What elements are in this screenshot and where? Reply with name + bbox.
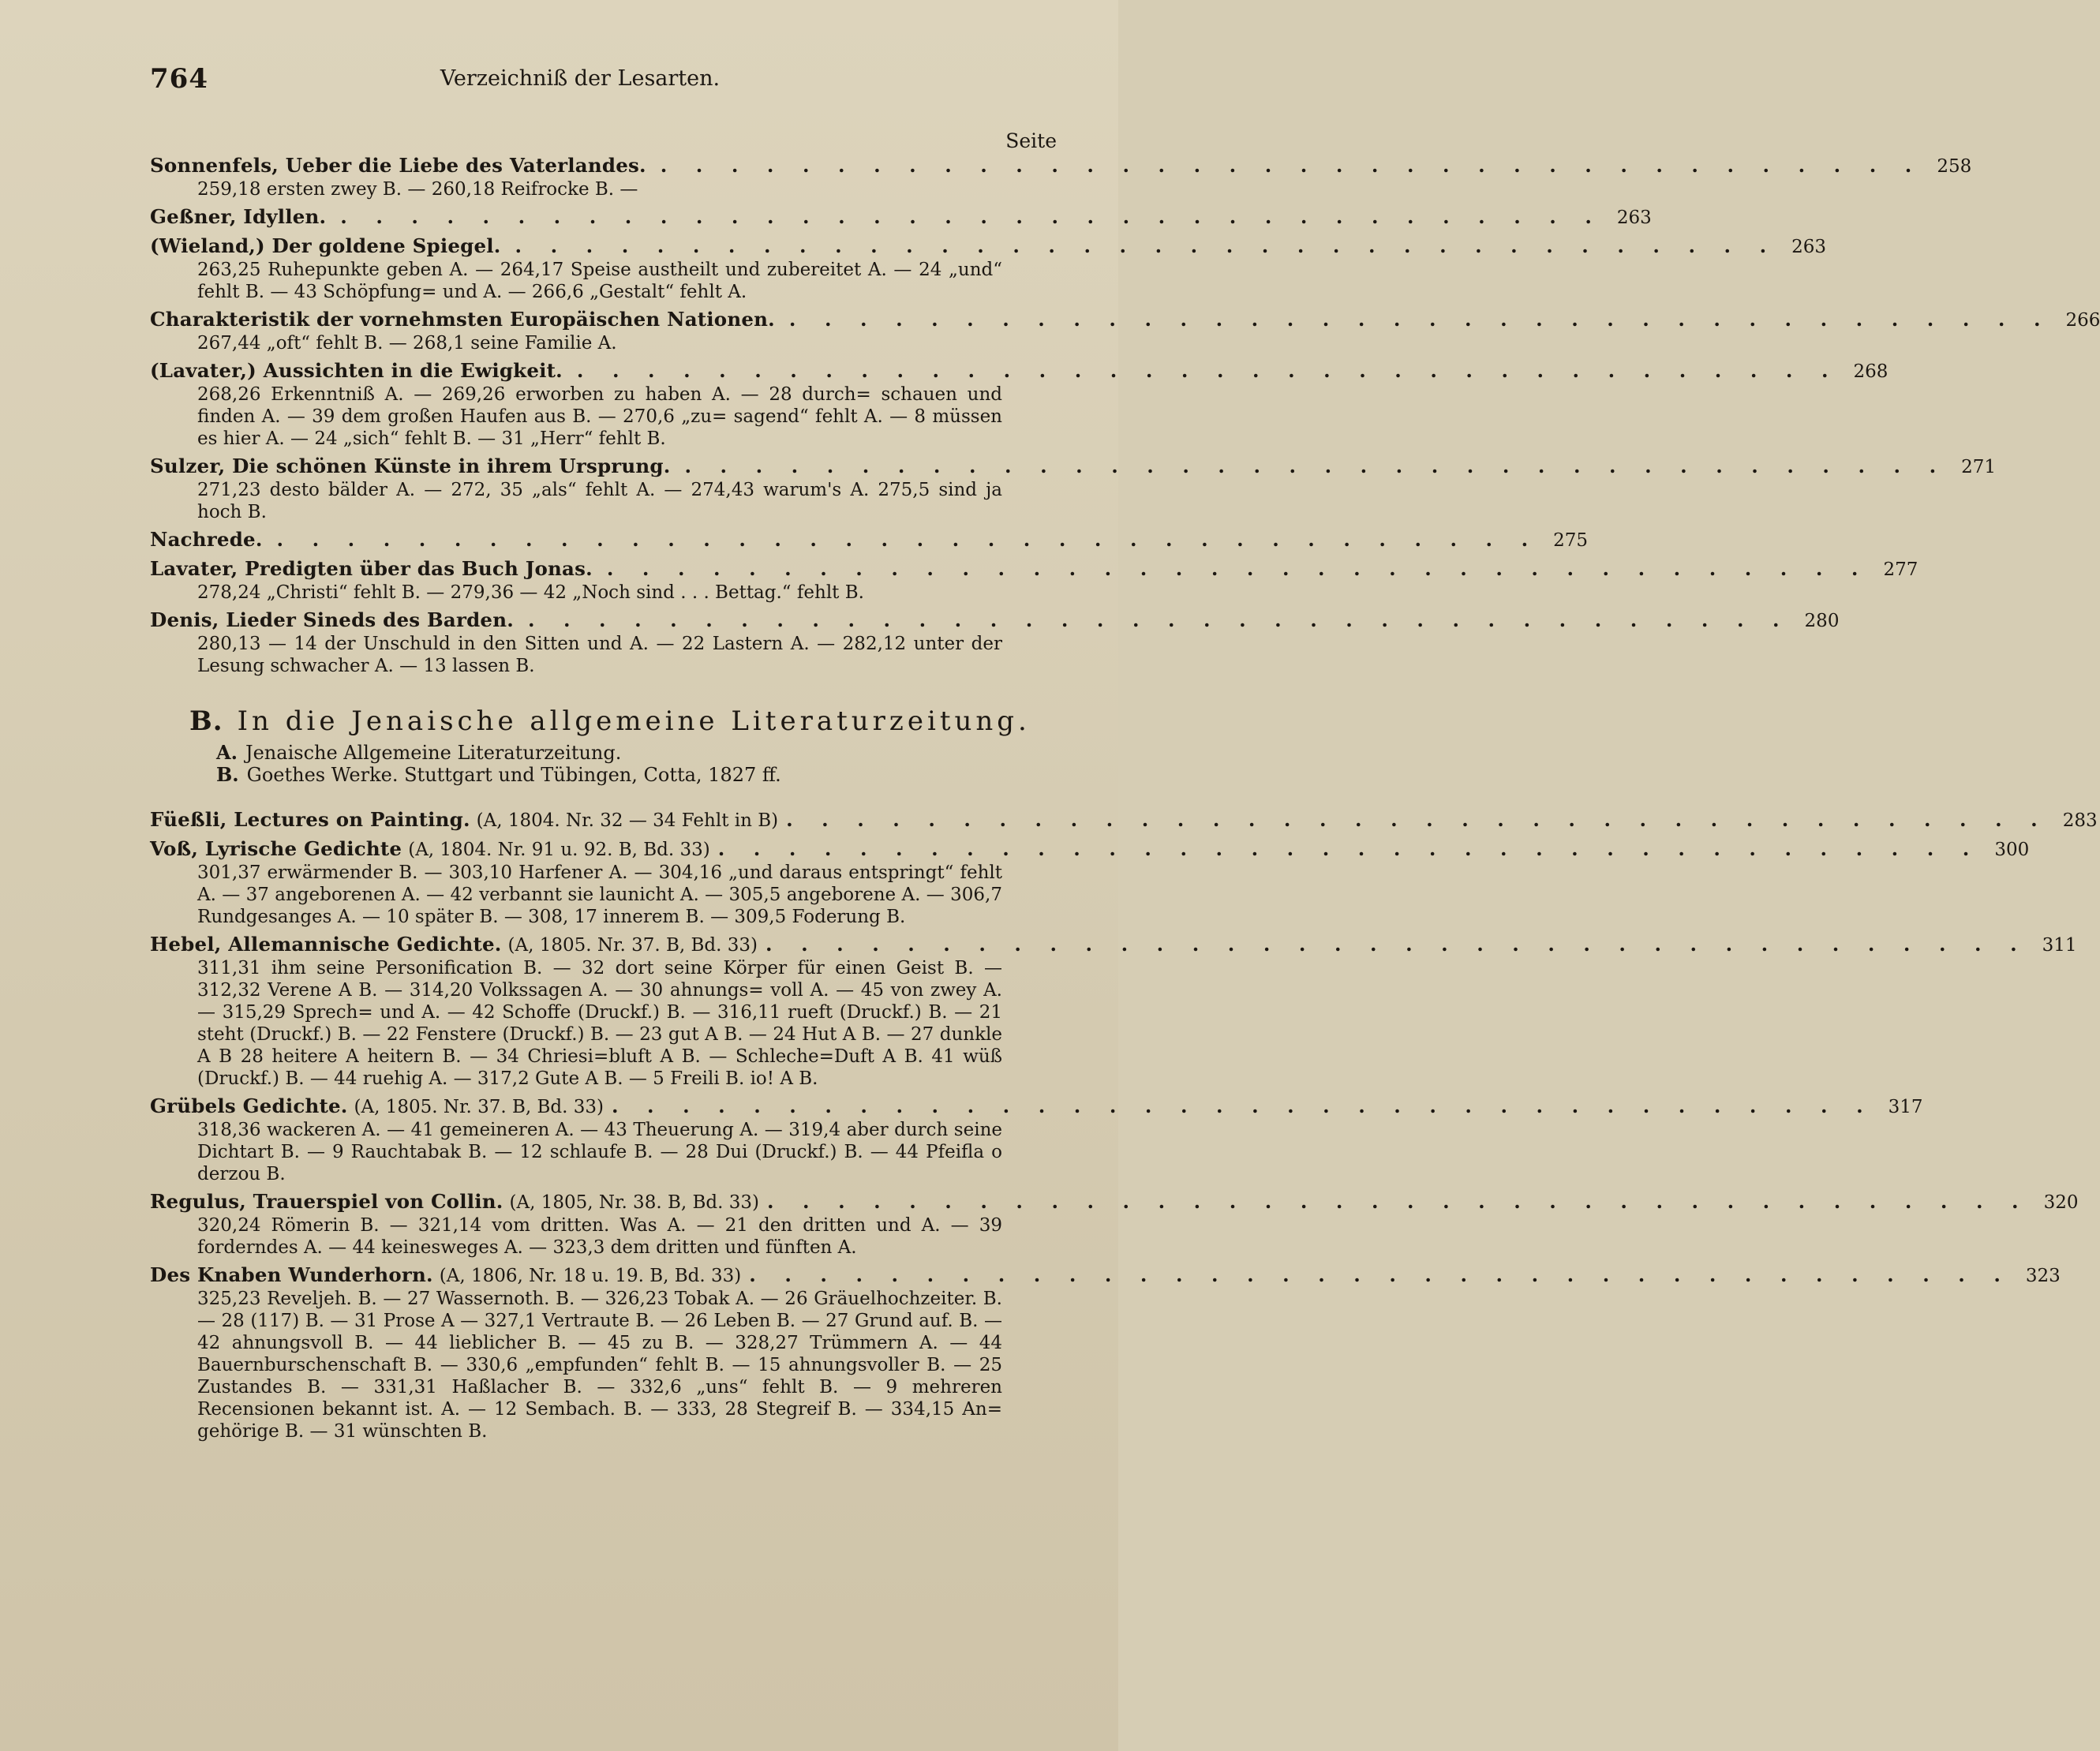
entry-head bbox=[150, 808, 2098, 832]
entry bbox=[150, 557, 1918, 604]
entry bbox=[150, 205, 1652, 230]
entry-head bbox=[150, 528, 1589, 552]
entry-meta: (A, 1805. Nr. 37. B, Bd. 33) bbox=[354, 1097, 604, 1117]
entry-head bbox=[150, 1190, 2079, 1214]
entry-page-number: 311 bbox=[2042, 935, 2077, 956]
section-heading bbox=[189, 705, 1057, 737]
entry-head bbox=[150, 205, 1652, 230]
entry bbox=[150, 1190, 2079, 1259]
entry-page-number: 271 bbox=[1961, 457, 1997, 477]
entry-variants: 325,23 Reveljeh. B. — 27 Wassernoth. B. — 326,23 Tobak A. — 26 Gräuelhochzeiter. B. — 28 (117) B. — 31 Prose A — 327,1 Vertraute B. — 26 Leben B. — 27 Grund auf. B. — 42 ahnungsvoll B. — 44 lieblicher B. — 45 zu B. — 328,27 Trümmern A. — 44 Bauernburschenschaft B. — 330,6 „empfunden“ fehlt B. — 15 ahnungsvoller B. — 25 Zustandes B. — 331,31 Haßlacher B. — 332,6 „uns“ fehlt B. — 9 mehreren Recensionen bekannt ist. A. — 12 Sembach. B. — 333, 28 Stegreif B. — 334,15 An= gehörige B. — 31 wünschten B. bbox=[197, 1289, 1002, 1442]
entry-page-number: 277 bbox=[1883, 559, 1918, 580]
entry-variants: 318,36 wackeren A. — 41 gemeineren A. — 43 Theuerung A. — 319,4 aber durch seine Dichtart B. — 9 Rauchtabak B. — 12 schlaufe B. — 28 Dui (Druckf.) B. — 44 Pfeifla o derzou B. bbox=[197, 1120, 1002, 1184]
entry-page-number: 266 bbox=[2065, 310, 2100, 331]
abbreviation-text: Goethes Werke. Stuttgart und Tübingen, Cotta, 1827 ff. bbox=[246, 764, 781, 786]
entry-meta: (A, 1804. Nr. 32 — 34 Fehlt in B) bbox=[476, 810, 779, 831]
entry bbox=[150, 808, 2098, 832]
dot-leader: . . . . . . . . . . . . . . . . . . . . . . . . . . . . . . . . . . . . bbox=[749, 1263, 2012, 1286]
dot-leader: . . . . . . . . . . . . . . . . . . . . . . . . . . . . . . . . . . . . bbox=[766, 933, 2028, 956]
dot-leader: . . . . . . . . . . . . . . . . . . . . . . . . . . . . . . . . . . . . bbox=[788, 308, 2052, 331]
abbreviation-text: Jenaische Allgemeine Literaturzeitung. bbox=[245, 742, 622, 764]
section-title: In die Jenaische allgemeine Literaturzeitung. bbox=[237, 705, 1031, 737]
entry-title: Regulus, Trauerspiel von Collin. bbox=[150, 1190, 503, 1213]
entry-variants: 311,31 ihm seine Personification B. — 32 dort seine Körper für einen Geist B. — 312,32 Verene A B. — 314,20 Volkssagen A. — 30 ahnungs= voll A. — 45 von zwey A. — 315,29 Sprech= und A. — 42 Schoffe (Druckf.) B. — 316,11 rueft (Druckf.) B. — 21 steht (Druckf.) B. — 22 Fenstere (Druckf.) B. — 23 gut A B. — 24 Hut A B. — 27 dunkle A B 28 heitere A heitern B. — 34 Chriesi=bluft A B. — Schleche=Duft A B. 41 wüß (Druckf.) B. — 44 ruehig A. — 317,2 Gute A B. — 5 Freili B. io! A B. bbox=[197, 958, 1002, 1089]
entry-title: Voß, Lyrische Gedichte bbox=[150, 837, 402, 860]
entry-page-number: 320 bbox=[2043, 1192, 2079, 1213]
dot-leader: . . . . . . . . . . . . . . . . . . . . . . . . . . . . . . . . . . . . bbox=[786, 808, 2049, 831]
abbreviation-item bbox=[150, 764, 1057, 786]
entry-variants: 259,18 ersten zwey B. — 260,18 Reifrocke B. — bbox=[197, 179, 638, 200]
entry-title: (Lavater,) Aussichten in die Ewigkeit. bbox=[150, 359, 563, 382]
entry-title: Lavater, Predigten über das Buch Jonas. bbox=[150, 557, 593, 580]
entry-title: Grübels Gedichte. bbox=[150, 1094, 348, 1117]
entry-head bbox=[150, 308, 2100, 332]
dot-leader: . . . . . . . . . . . . . . . . . . . . . . . . . . . . . . . . . . . . bbox=[684, 455, 1948, 477]
entry bbox=[150, 455, 1997, 523]
entry-variants: 320,24 Römerin B. — 321,14 vom dritten. Was A. — 21 den dritten und A. — 39 forderndes A. — 44 keinesweges A. — 323,3 dem dritten und fünften A. bbox=[197, 1215, 1002, 1258]
entry-title: (Wieland,) Der goldene Spiegel. bbox=[150, 234, 501, 257]
entry-title: Nachrede. bbox=[150, 528, 263, 551]
entry-head bbox=[150, 154, 1972, 178]
entry-head bbox=[150, 837, 2030, 862]
dot-leader: . . . . . . . . . . . . . . . . . . . . . . . . . . . . . . . . . . . . bbox=[527, 608, 1791, 631]
entry-variants: 263,25 Ruhepunkte geben A. — 264,17 Speise austheilt und zubereitet A. — 24 „und“ fehlt B. — 43 Schöpfung= und A. — 266,6 „Gestalt“ fehlt A. bbox=[197, 260, 1002, 302]
entry-title: Hebel, Allemannische Gedichte. bbox=[150, 933, 502, 956]
entry-variants: 271,23 desto bälder A. — 272, 35 „als“ fehlt A. — 274,43 warum's A. 275,5 sind ja hoch B. bbox=[197, 480, 1002, 522]
abbreviation-item bbox=[150, 742, 1057, 764]
entry-head bbox=[150, 455, 1997, 479]
entry-head bbox=[150, 234, 1827, 259]
entry-title: Denis, Lieder Sineds des Barden. bbox=[150, 608, 514, 631]
entry bbox=[150, 359, 1889, 450]
entry-page-number: 263 bbox=[1616, 208, 1652, 228]
entry-head bbox=[150, 359, 1889, 383]
entry-title: Des Knaben Wunderhorn. bbox=[150, 1263, 433, 1286]
entry-title: Füeßli, Lectures on Painting. bbox=[150, 808, 470, 831]
dot-leader: . . . . . . . . . . . . . . . . . . . . . . . . . . . . . . . . . . . . bbox=[576, 359, 1840, 382]
entry-variants: 267,44 „oft“ fehlt B. — 268,1 seine Familie A. bbox=[197, 333, 617, 354]
entry bbox=[150, 528, 1589, 552]
dot-leader: . . . . . . . . . . . . . . . . . . . . . . . . . . . . . . . . . . . . bbox=[276, 528, 1540, 551]
entry-page-number: 317 bbox=[1888, 1097, 1923, 1117]
running-title: Verzeichniß der Lesarten. bbox=[440, 66, 721, 91]
entry-page-number: 283 bbox=[2062, 810, 2098, 831]
entry-page-number: 263 bbox=[1791, 237, 1827, 257]
entry-variants: 280,13 — 14 der Unschuld in den Sitten und A. — 22 Lastern A. — 282,12 unter der Lesung schwacher A. — 13 lassen B. bbox=[197, 634, 1002, 676]
column-label: Seite bbox=[1005, 129, 1057, 152]
entry-head bbox=[150, 557, 1918, 582]
content bbox=[150, 154, 2100, 1447]
entry bbox=[150, 837, 2030, 928]
entry-head bbox=[150, 1263, 2061, 1288]
entry-page-number: 300 bbox=[1994, 840, 2030, 860]
entry-meta: (A, 1804. Nr. 91 u. 92. B, Bd. 33) bbox=[408, 840, 710, 860]
entry-meta: (A, 1805. Nr. 37. B, Bd. 33) bbox=[507, 935, 758, 956]
entry-page-number: 280 bbox=[1804, 611, 1840, 631]
entry-title: Geßner, Idyllen. bbox=[150, 205, 327, 228]
section-gap bbox=[150, 786, 1057, 808]
entry-head bbox=[150, 1094, 1923, 1119]
entry-variants: 278,24 „Christi“ fehlt B. — 279,36 — 42 „Noch sind . . . Bettag.“ fehlt B. bbox=[197, 582, 864, 603]
entry-variants: 301,37 erwärmender B. — 303,10 Harfener A. — 304,16 „und daraus entspringt“ fehlt A. — 37 angeborenen A. — 42 verbannt sie launicht A. — 305,5 angeborene A. — 306,7 Rundgesanges A. — 10 später B. — 308, 17 innerem B. — 309,5 Foderung B. bbox=[197, 862, 1002, 927]
dot-leader: . . . . . . . . . . . . . . . . . . . . . . . . . . . . . . . . . . . . bbox=[612, 1094, 1874, 1117]
dot-leader: . . . . . . . . . . . . . . . . . . . . . . . . . . . . . . . . . . . . bbox=[717, 837, 1981, 860]
entry-meta: (A, 1806, Nr. 18 u. 19. B, Bd. 33) bbox=[439, 1266, 742, 1286]
entry bbox=[150, 1094, 1923, 1185]
entry-title: Charakteristik der vornehmsten Europäischen Nationen. bbox=[150, 308, 775, 331]
dot-leader: . . . . . . . . . . . . . . . . . . . . . . . . . . . . . . . . . . . . bbox=[660, 154, 1923, 177]
entry bbox=[150, 608, 1840, 677]
abbreviation-key: B. bbox=[216, 763, 239, 786]
entry bbox=[150, 154, 1972, 200]
entry bbox=[150, 1263, 2061, 1442]
entry bbox=[150, 933, 2077, 1090]
entry-page-number: 275 bbox=[1553, 530, 1589, 551]
dot-leader: . . . . . . . . . . . . . . . . . . . . . . . . . . . . . . . . . . . . bbox=[606, 557, 1870, 580]
entry-list-a bbox=[150, 154, 2100, 677]
page-number: 764 bbox=[150, 63, 208, 95]
page-header bbox=[150, 63, 1010, 103]
entry-head bbox=[150, 933, 2077, 957]
entry bbox=[150, 234, 1827, 303]
entry-page-number: 268 bbox=[1853, 361, 1889, 382]
entry-title: Sulzer, Die schönen Künste in ihrem Ursprung. bbox=[150, 455, 671, 477]
entry-variants: 268,26 Erkenntniß A. — 269,26 erworben zu haben A. — 28 durch= schauen und finden A. — 39 dem großen Haufen aus B. — 270,6 „zu= sagend“ fehlt A. — 8 müssen es hier A. — 24 „sich“ fehlt B. — 31 „Herr“ fehlt B. bbox=[197, 384, 1002, 449]
entry-title: Sonnenfels, Ueber die Liebe des Vaterlandes. bbox=[150, 154, 646, 177]
entry-list-b bbox=[150, 808, 2098, 1442]
section-key: B. bbox=[189, 705, 223, 737]
abbreviation-list bbox=[150, 742, 1057, 786]
abbreviation-key: A. bbox=[216, 741, 238, 764]
dot-leader: . . . . . . . . . . . . . . . . . . . . . . . . . . . . . . . . . . . . bbox=[515, 234, 1778, 257]
entry-head bbox=[150, 608, 1840, 633]
entry bbox=[150, 308, 2100, 354]
dot-leader: . . . . . . . . . . . . . . . . . . . . . . . . . . . . . . . . . . . . bbox=[340, 205, 1603, 228]
dot-leader: . . . . . . . . . . . . . . . . . . . . . . . . . . . . . . . . . . . . bbox=[766, 1190, 2030, 1213]
entry-page-number: 258 bbox=[1937, 156, 1972, 177]
entry-meta: (A, 1805, Nr. 38. B, Bd. 33) bbox=[509, 1192, 759, 1213]
entry-page-number: 323 bbox=[2025, 1266, 2061, 1286]
